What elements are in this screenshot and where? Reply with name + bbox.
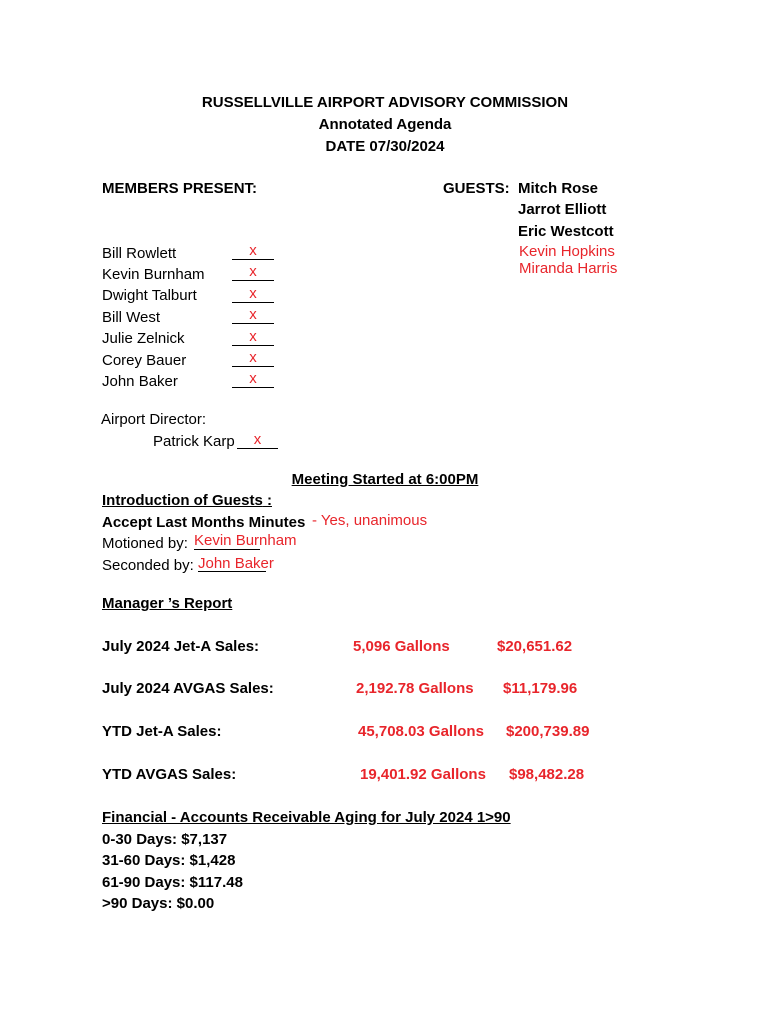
member-attendance-mark: x xyxy=(232,371,274,388)
sales-label: July 2024 AVGAS Sales: xyxy=(102,680,274,697)
financial-heading: Financial - Accounts Receivable Aging for July 2024 1>90 xyxy=(102,809,511,826)
aging-line: >90 Days: $0.00 xyxy=(102,895,215,912)
member-name: Bill West xyxy=(102,309,161,326)
aging-line: 31-60 Days: $1,428 xyxy=(102,852,236,869)
intro-guests-colon: : xyxy=(262,492,272,509)
sales-label: YTD AVGAS Sales: xyxy=(102,766,237,783)
seconded-label: Seconded by: xyxy=(102,557,194,574)
guests-label: GUESTS: xyxy=(443,180,510,197)
sales-gallons: 5,096 Gallons xyxy=(353,638,450,655)
accept-minutes-result: - Yes, unanimous xyxy=(312,512,428,529)
manager-report-heading: Manager ’s Report xyxy=(102,595,233,612)
sales-gallons: 2,192.78 Gallons xyxy=(356,680,474,697)
motioned-label: Motioned by: xyxy=(102,535,188,552)
org-title: RUSSELLVILLE AIRPORT ADVISORY COMMISSION xyxy=(201,94,569,111)
members-heading: MEMBERS PRESENT: xyxy=(102,180,258,197)
intro-guests xyxy=(102,492,272,510)
guest-name: Eric Westcott xyxy=(518,223,614,240)
member-attendance-mark: x xyxy=(232,307,274,324)
member-name: Julie Zelnick xyxy=(102,330,185,347)
member-attendance-mark: x xyxy=(232,329,274,346)
intro-guests-label: Introduction of Guests xyxy=(102,492,263,509)
sales-gallons: 45,708.03 Gallons xyxy=(358,723,484,740)
director-label: Airport Director: xyxy=(101,411,207,428)
member-name: Kevin Burnham xyxy=(102,266,205,283)
motioned-by: Kevin Burnham xyxy=(194,532,297,549)
member-name: Corey Bauer xyxy=(102,352,187,369)
meeting-start: Meeting Started at 6:00PM xyxy=(291,471,479,488)
member-attendance-mark: x xyxy=(232,243,274,260)
sales-amount: $11,179.96 xyxy=(503,680,578,697)
director-name: Patrick Karp xyxy=(153,433,235,450)
director-attendance-mark: x xyxy=(237,432,278,449)
sales-label: July 2024 Jet-A Sales: xyxy=(102,638,260,655)
sales-amount: $98,482.28 xyxy=(509,766,585,783)
guest-name: Mitch Rose xyxy=(518,180,599,197)
member-attendance-mark: x xyxy=(232,286,274,303)
sales-label: YTD Jet-A Sales: xyxy=(102,723,222,740)
member-attendance-mark: x xyxy=(232,350,274,367)
agenda-subtitle: Annotated Agenda xyxy=(318,116,452,133)
member-name: Dwight Talburt xyxy=(102,287,197,304)
guest-name-handwritten: Miranda Harris xyxy=(519,260,618,277)
guest-name-handwritten: Kevin Hopkins xyxy=(519,243,615,260)
sales-amount: $200,739.89 xyxy=(506,723,590,740)
aging-line: 61-90 Days: $117.48 xyxy=(102,874,243,891)
member-name: Bill Rowlett xyxy=(102,245,177,262)
guest-name: Jarrot Elliott xyxy=(518,201,607,218)
sales-amount: $20,651.62 xyxy=(497,638,573,655)
accept-minutes-label: Accept Last Months Minutes xyxy=(102,514,306,531)
member-name: John Baker xyxy=(102,373,178,390)
sales-gallons: 19,401.92 Gallons xyxy=(360,766,486,783)
member-attendance-mark: x xyxy=(232,264,274,281)
seconded-by: John Baker xyxy=(198,555,274,572)
aging-line: 0-30 Days: $7,137 xyxy=(102,831,228,848)
meeting-date: DATE 07/30/2024 xyxy=(325,138,445,155)
